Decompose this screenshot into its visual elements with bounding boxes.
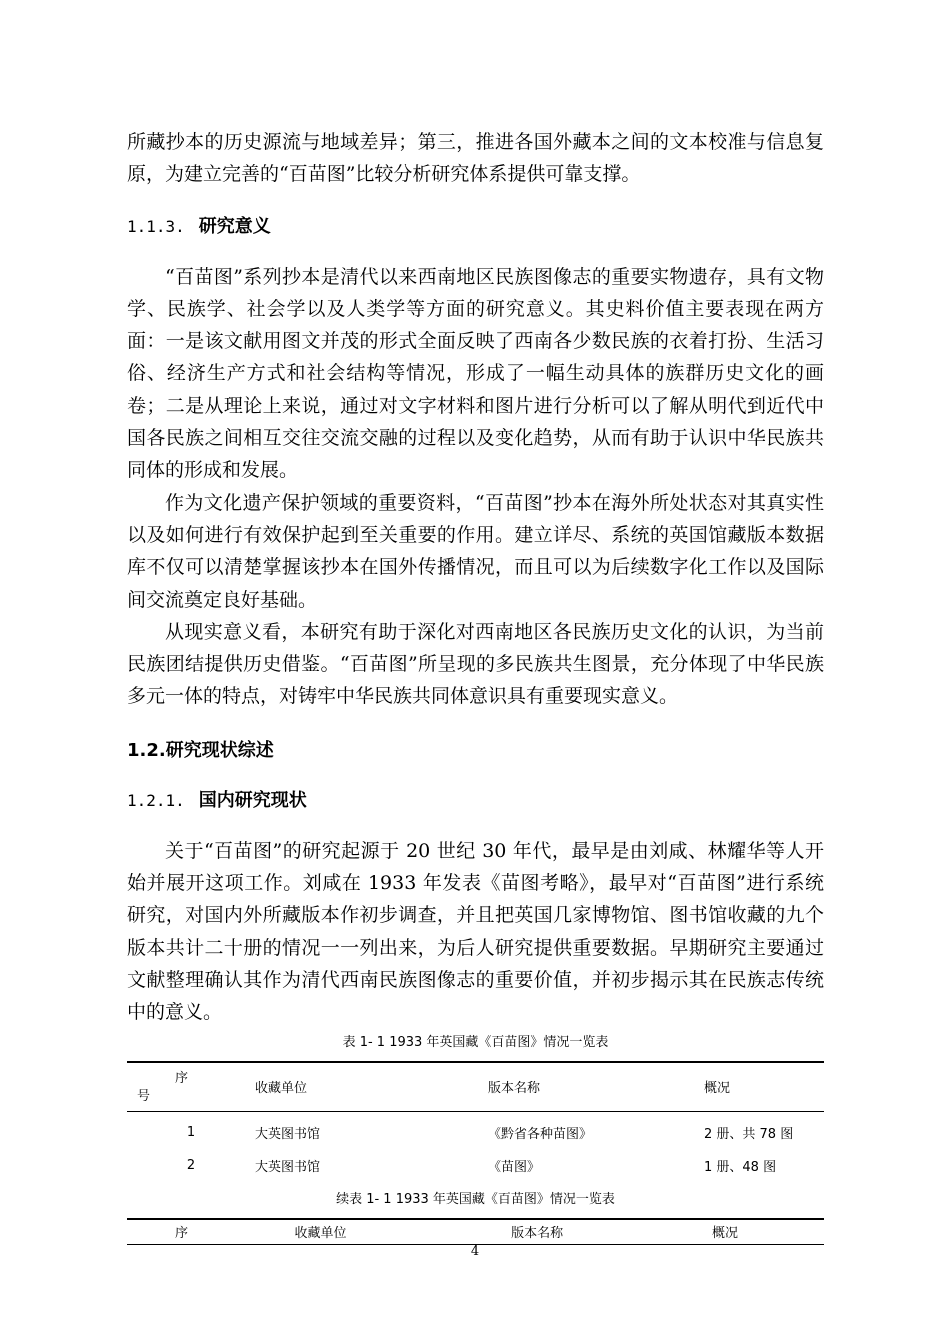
table-continued	[127, 1218, 824, 1246]
cell-name: 《黔省各种苗图》	[488, 1127, 593, 1143]
paragraph: “百苗图”系列抄本是清代以来西南地区民族图像志的重要实物遗存，具有文物学、民族学、社会学以及人类学等方面的研究意义。其史料价值主要表现在两方面：一是该文献用图文并茂的形式全面反映了西南各少数民族的衣着打扮、生活习俗、经济生产方式和社会结构等情况，形成了一幅生动具体的族群历史文化的画卷；二是从理论上来说，通过对文字材料和图片进行分析可以了解从明代到近代中国各民族之间相互交往交流交融的过程以及变化趋势，从而有助于认识中华民族共同体的形成和发展。	[127, 265, 824, 482]
table-header-row	[127, 1062, 824, 1112]
table-caption-continued: 续表 1- 1 1933 年英国藏《百苗图》情况一览表	[336, 1191, 615, 1207]
table-british-collections	[127, 1061, 824, 1184]
header-unit: 收藏单位	[294, 1226, 347, 1242]
table-header-row	[127, 1219, 824, 1245]
paragraph-continued: 所藏抄本的历史源流与地域差异；第三，推进各国外藏本之间的文本校准与信息复原，为建立完善的“百苗图”比较分析研究体系提供可靠支撑。	[127, 131, 824, 186]
header-index-part1: 序	[175, 1070, 189, 1086]
section-number: 1.1.3.	[127, 216, 185, 236]
page-content	[127, 124, 824, 1245]
section-number: 1.2.1.	[127, 790, 185, 810]
header-unit: 收藏单位	[255, 1081, 308, 1097]
page-number: 4	[470, 1244, 480, 1259]
section-heading-1-2: 1.2.研究现状综述	[127, 739, 274, 761]
cell-name: 《苗图》	[488, 1160, 541, 1176]
header-desc: 概况	[711, 1226, 738, 1242]
table-row	[127, 1148, 824, 1184]
paragraph: 作为文化遗产保护领域的重要资料，“百苗图”抄本在海外所处状态对其真实性以及如何进行有效保护起到至关重要的作用。建立详尽、系统的英国馆藏版本数据库不仅可以清楚掌握该抄本在国外传播情况，而且可以为后续数字化工作以及国际间交流奠定良好基础。	[127, 491, 824, 611]
cell-desc: 2 册、共 78 图	[704, 1127, 794, 1143]
table-caption: 表 1- 1 1933 年英国藏《百苗图》情况一览表	[342, 1034, 609, 1050]
section-heading-1-1-3	[127, 213, 824, 241]
header-index	[127, 1062, 255, 1112]
paragraph: 从现实意义看，本研究有助于深化对西南地区各民族历史文化的认识，为当前民族团结提供历史借鉴。“百苗图”所呈现的多民族共生图景，充分体现了中华民族多元一体的特点，对铸牢中华民族共同体意识具有重要现实意义。	[127, 620, 824, 708]
cell-index: 2	[186, 1158, 196, 1174]
header-name: 版本名称	[511, 1226, 564, 1242]
cell-unit: 大英图书馆	[255, 1160, 321, 1176]
cell-index: 1	[186, 1125, 196, 1141]
cell-desc: 1 册、48 图	[704, 1160, 777, 1176]
section-heading-1-2-1	[127, 787, 824, 815]
header-index-part2: 号	[137, 1088, 151, 1104]
paragraph: 关于“百苗图”的研究起源于 20 世纪 30 年代，最早是由刘咸、林耀华等人开始并展开这项工作。刘咸在 1933 年发表《苗图考略》，最早对“百苗图”进行系统研究，对国内外所藏版本作初步调查，并且把英国几家博物馆、图书馆收藏的九个版本共计二十册的情况一一列出来，为后人研究提供重要数据。早期研究主要通过文献整理确认其作为清代西南民族图像志的重要价值，并初步揭示其在民族志传统中的意义。	[127, 839, 824, 1024]
cell-unit: 大英图书馆	[255, 1127, 321, 1143]
header-index-text: 序	[175, 1226, 189, 1242]
section-title: 国内研究现状	[198, 789, 307, 811]
header-index	[127, 1219, 294, 1245]
header-name: 版本名称	[488, 1081, 541, 1097]
section-title: 研究意义	[198, 215, 271, 237]
header-desc: 概况	[704, 1081, 731, 1097]
table-row	[127, 1112, 824, 1148]
